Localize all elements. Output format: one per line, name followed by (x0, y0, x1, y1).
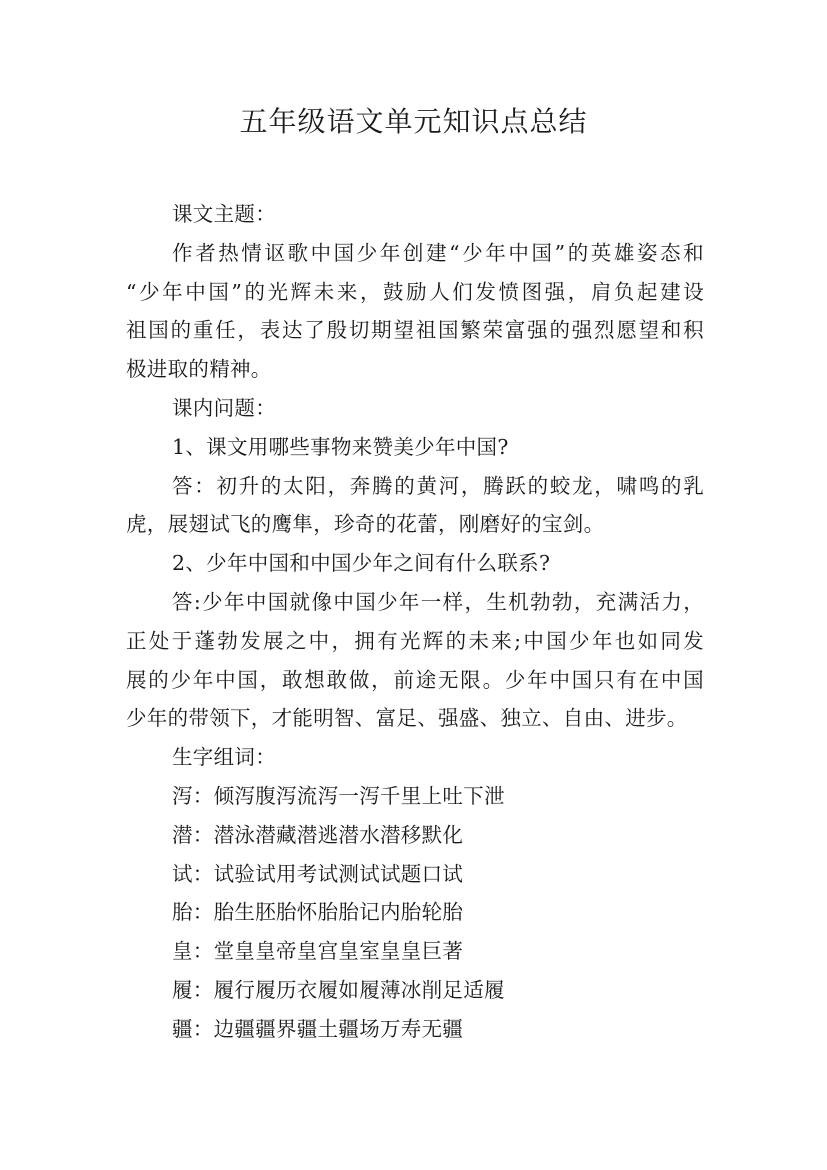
theme-line: 作者热情讴歌中国少年创建“少年中国”的英雄姿态和 (172, 240, 704, 265)
vocab-item: 胎：胎生胚胎怀胎胎记内胎轮胎 (172, 900, 464, 925)
answer-line: 正处于蓬勃发展之中，拥有光辉的未来;中国少年也如同发 (126, 628, 704, 653)
document-title: 五年级语文单元知识点总结 (239, 105, 588, 138)
vocab-item: 皇：堂皇皇帝皇宫皇室皇皇巨著 (172, 939, 464, 964)
answer-line: 展的少年中国，敢想敢做，前途无限。少年中国只有在中国 (126, 667, 704, 692)
theme-line: “少年中国”的光辉未来，鼓励人们发愤图强，肩负起建设 (126, 279, 704, 304)
question-2: 2、少年中国和中国少年之间有什么联系? (172, 551, 551, 576)
vocab-item: 试：试验试用考试测试试题口试 (172, 861, 464, 886)
answer-1 (126, 467, 704, 545)
theme-paragraph (126, 234, 704, 389)
vocab-item: 疆：边疆疆界疆土疆场万寿无疆 (172, 1016, 464, 1041)
questions-heading: 课内问题： (172, 395, 276, 420)
answer-line: 答：初升的太阳，奔腾的黄河，腾跃的蛟龙，啸鸣的乳 (172, 473, 704, 498)
answer-2 (126, 583, 704, 738)
theme-line: 祖国的重任，表达了殷切期望祖国繁荣富强的强烈愿望和积 (126, 318, 704, 343)
answer-line: 虎，展翅试飞的鹰隼，珍奇的花蕾，刚磨好的宝剑。 (126, 512, 605, 537)
vocab-heading: 生字组词： (172, 745, 276, 770)
theme-line: 极进取的精神。 (126, 357, 272, 382)
question-1: 1、课文用哪些事物来赞美少年中国? (172, 434, 509, 459)
vocab-item: 履：履行履历衣履如履薄冰削足适履 (172, 977, 505, 1002)
document-body (126, 195, 704, 1049)
vocab-item: 潜：潜泳潜藏潜逃潜水潜移默化 (172, 822, 464, 847)
theme-heading: 课文主题： (172, 202, 276, 226)
vocab-item: 泻：倾泻腹泻流泻一泻千里上吐下泄 (172, 783, 505, 808)
answer-line: 答:少年中国就像中国少年一样，生机勃勃，充满活力， (172, 589, 704, 614)
vocab-list (126, 777, 704, 1049)
answer-line: 少年的带领下，才能明智、富足、强盛、独立、自由、进步。 (126, 706, 688, 731)
